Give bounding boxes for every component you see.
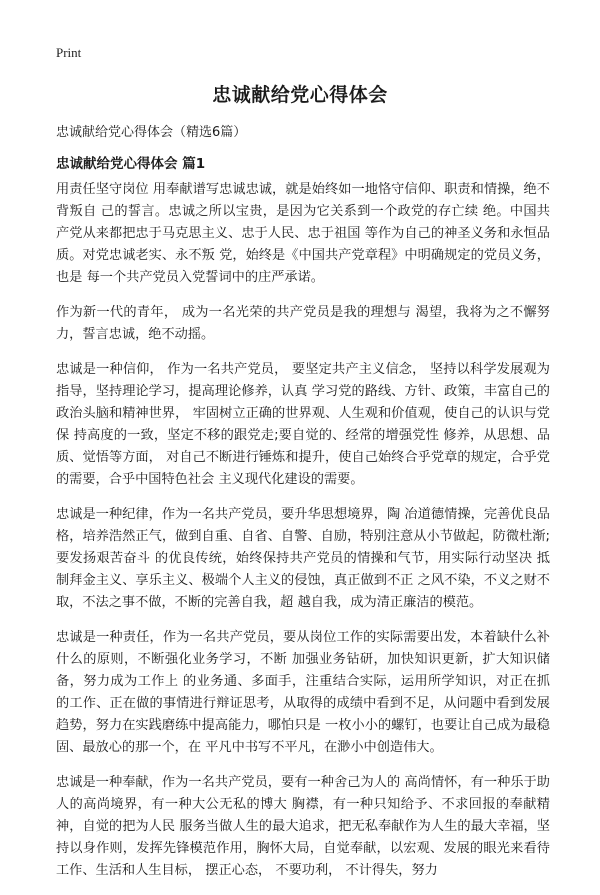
document-title: 忠诚献给党心得体会 bbox=[212, 84, 388, 106]
document-body bbox=[56, 179, 550, 895]
paragraph-5: 忠诚是一种责任，作为一名共产党员，要从岗位工作的实际需要出发，本着缺什么补什么的原则，不断强化业务学习，不断 加强业务钻研，加快知识更新，扩大知识储备，努力成为工作上 的业务通、多面手，注重结合实际，运用所学知识，对正在抓 的工作、正在做的事情进行辩证思考，从取得的成绩中看到不足，从问题中看到发展趋势，努力在实践磨练中提高能力，哪怕只是 一枚小小的螺钉，也要让自己成为最稳固、最放心的那一个，在 平凡中书写不平凡，在渺小中创造伟大。 bbox=[56, 630, 550, 755]
paragraph-2: 作为新一代的青年， 成为一名光荣的共产党员是我的理想与 渴望，我将为之不懈努力，誓言忠诚，绝不动摇。 bbox=[56, 305, 550, 342]
paragraph-4: 忠诚是一种纪律，作为一名共产党员，要升华思想境界，陶 冶道德情操，完善优良品格，培养浩然正气，做到自重、自省、自警、自励，特别注意从小节做起，防微杜渐;要发扬艰苦奋斗 的优良传统，始终保持共产党员的情操和气节，用实际行动坚决 抵制拜金主义、享乐主义、极端个人主义的侵蚀，真正做到不正 之风不染，不义之财不取，不法之事不做，不断的完善自我，超 越自我，成为清正廉洁的模范。 bbox=[56, 507, 550, 610]
print-link[interactable]: Print bbox=[56, 45, 82, 60]
section-heading: 忠诚献给党心得体会 篇1 bbox=[56, 156, 206, 172]
paragraph-6: 忠诚是一种奉献，作为一名共产党员，要有一种舍己为人的 高尚情怀，有一种乐于助人的高尚境界，有一种大公无私的博大 胸襟，有一种只知给予、不求回报的奉献精神，自觉的把为人民 服务当做人生的最大追求，把无私奉献作为人生的最大幸福，坚 持以身作则，发挥先锋模范作用，胸怀大局，自觉奉献，以宏观、发展的眼光来看待工作、生活和人生目标， 摆正心态， 不要功利， 不计得失，努力 bbox=[56, 775, 550, 878]
document-subtitle: 忠诚献给党心得体会（精选6篇） bbox=[56, 125, 247, 140]
paragraph-3: 忠诚是一种信仰， 作为一名共产党员， 要坚定共产主义信念， 坚持以科学发展观为指导，坚持理论学习，提高理论修养，认真 学习党的路线、方针、政策，丰富自己的政治头脑和精神世界， 牢固树立正确的世界观、人生观和价值观，使自己的认识与党保 持高度的一致，坚定不移的跟党走;要自觉的、经常的增强党性 修养，从思想、品质、觉悟等方面， 对自己不断进行锤炼和提升，使自己始终合乎党章的规定，合乎党的需要，合乎中国特色社会 主义现代化建设的需要。 bbox=[56, 362, 550, 487]
paragraph-1: 用责任坚守岗位 用奉献谱写忠诚忠诚，就是始终如一地恪守信仰、职责和情操，绝不背叛自 己的誓言。忠诚之所以宝贵，是因为它关系到一个政党的存亡续 绝。中国共产党从来都把忠于马克思主义、忠于人民、忠于祖国 等作为自己的神圣义务和永恒品质。对党忠诚老实、永不叛 党，始终是《中国共产党章程》中明确规定的党员义务，也是 每一个共产党员入党誓词中的庄严承诺。 bbox=[56, 182, 550, 285]
